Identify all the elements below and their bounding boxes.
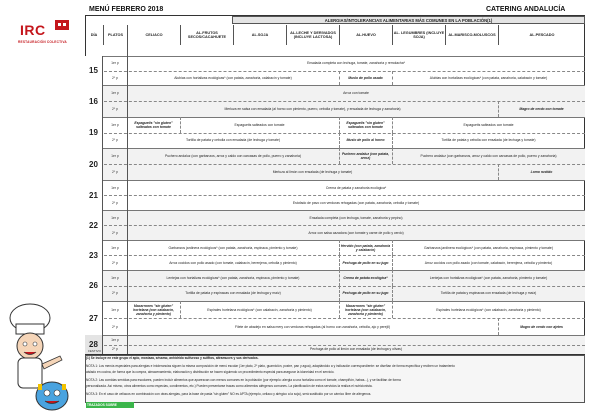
menu-dish: Espaguetis salteados con tomate	[463, 122, 514, 127]
plato-label: 1er p	[111, 337, 119, 342]
company-name: CATERING ANDALUCÍA	[486, 6, 566, 13]
note-line: NOTA 3: En el caso de celiacos en combinación con otras alergias, para la base de pasta "sin gluten" NO es APTA (ejemplo, celiaco y alérgico a la soja), será sustituido por un cárnico libre de alérgenos.	[86, 392, 372, 396]
day-number: 15	[85, 56, 103, 85]
cell-divider	[392, 71, 393, 86]
plato-label: 1er p	[111, 122, 119, 127]
menu-dish: Arroz con salsa cazadora (con tomate y carne de pollo y cerdo)	[308, 230, 404, 235]
cell-divider	[339, 286, 340, 302]
plato-label: 1er p	[111, 275, 119, 280]
menu-dish: Pechuga de pollo en su jugo	[342, 291, 389, 296]
cell-divider	[180, 301, 181, 318]
cell-divider	[392, 286, 393, 302]
plato-label: 1er p	[111, 215, 119, 220]
day-number: 26	[85, 270, 103, 301]
cell-divider	[392, 240, 393, 255]
menu-dish	[128, 335, 584, 345]
menu-dish: Puchero andaluz (con garbanzos, arroz y caldo con carcasas de pollo, puerro y zanahoria)	[164, 154, 302, 158]
note-line: (1) Se incluye en este grupo el apio, mostaza, sésamo, anhídrido sulfuroso y sulfitos, altramuces y sus derivados.	[86, 356, 259, 360]
menu-dish: Lomo rustido	[530, 170, 553, 174]
menu-dish: Garbanzos jardinera ecológicos* (con patata, zanahoria, espinaca, pimiento y tomate)	[168, 245, 298, 250]
menu-dish: Espirales hortelana ecológicos* (con calabacín, zanahoria y pimiento)	[207, 307, 312, 312]
menu-dish: Espirales hortelana ecológicos* (con calabacín, zanahoria y pimiento)	[436, 307, 541, 312]
menu-dish: Alubias con hortalizas ecológicas* (con patata, zanahoria, calabacín y tomate)	[174, 75, 292, 80]
ecological-label: TRAZADOS SOBRE ECOLÓGICOS	[86, 402, 134, 408]
cell-divider	[392, 133, 393, 149]
menu-dish: Crema de patata ecológica*	[343, 275, 388, 280]
menu-dish: Magro de cerdo con ajetes	[520, 324, 563, 329]
logo-flag-icon	[53, 16, 73, 36]
menu-dish: Magro de cerdo con tomate	[519, 107, 564, 111]
plato-label: 1er p	[111, 61, 119, 66]
menu-dish: Tortilla de patata y espinacas con ensalada (de lechuga y maíz)	[440, 291, 537, 296]
menu-dish: Espaguetis "sin gluten" salteados con tomate	[346, 120, 385, 129]
col-leche: AL.LECHE Y DERIVADOS (INCLUYE LACTOSA)	[286, 25, 339, 45]
cell-divider	[392, 255, 393, 270]
plato-label: 2º p	[112, 75, 118, 80]
cell-divider	[392, 270, 393, 286]
menu-dish: Macarrones "sin gluten" hortelana (con calabacín, zanahoria y pimiento)	[133, 303, 174, 316]
note-line: NOTA 2: Las comidas servidas para escolares, pueden incluir alimentos que aparezcan con menos comunes en la población (por ejemplo: alergia a una hortaliza como el tomate, champiñón, habas...), y se facilitan de forma	[86, 378, 401, 382]
cell-divider	[339, 133, 340, 149]
cell-divider	[392, 148, 393, 164]
cell-divider	[339, 255, 340, 270]
col-huevo: AL.HUEVO	[339, 25, 392, 45]
note-line: aislado en cocina, de forma que la compra, almacenamiento, elaboración y distribución se hacen siguiendo un procedimiento especial para asegurar la idoneidad en el servicio.	[86, 370, 335, 374]
cell-divider	[339, 270, 340, 286]
day-number: 23	[85, 240, 103, 270]
menu-dish: Espaguetis "sin gluten" salteados con tomate	[134, 120, 173, 129]
menu-dish: Lentejas con hortalizas ecológicas* (con patata, zanahoria, espinaca, pimiento y tomate)	[166, 275, 300, 280]
cell-divider	[392, 117, 393, 133]
plato-label: 2º p	[112, 138, 118, 143]
menu-dish: Pechuga de pollo en su jugo	[342, 260, 389, 265]
menu-dish: Crema de patata y zanahoria ecológica*	[325, 185, 387, 190]
menu-dish: Hervido (con patata, zanahoria y calabacín)	[340, 243, 391, 252]
menu-dish: Arroz cocidos con pollo asado (con tomate, calabacín, berenjena, cebolla y pimiento)	[424, 260, 553, 265]
plato-label: 1er p	[111, 185, 119, 190]
menu-dish: Alubias con hortalizas ecológicas* (con patata, zanahoria, calabacín y tomate)	[429, 75, 548, 80]
cell-divider	[339, 301, 340, 318]
menu-dish: Garbanzos jardinera ecológicos* (con patata, zanahoria, espinaca, pimiento y tomate)	[424, 245, 553, 250]
logo-text: IRC	[20, 22, 46, 38]
plato-label: 2º p	[112, 347, 118, 352]
day-number: 28	[85, 335, 103, 354]
col-legumbres: AL. LEGUMBRES (INCLUYE SOJA)	[392, 25, 445, 45]
cell-divider	[498, 164, 499, 180]
menu-dish: Arroz cocidos con pollo asado (con tomate, calabacín, berenjena, cebolla y pimiento)	[169, 260, 297, 265]
note-line: NOTA 1: Los menús especiales para alergias e intolerancias siguen la misma composición de menú escolar (1er plato, 2º plato, guarnición, postre, pan y agua), adaptándolo a y indicación correspondiente: se diseñan de forma específica y reciben un tratamiento	[86, 364, 455, 368]
menu-dish: Ensalada completa con lechuga, tomate, zanahoria y remolacha*	[307, 61, 405, 66]
cell-divider	[498, 101, 499, 117]
menu-dish: Filete de abadejo en salsa mery con verduras rehogadas (al horno con zanahoria, cebolla, ajo y perejil)	[235, 324, 390, 329]
plato-label: 2º p	[112, 324, 118, 329]
plato-label: 2º p	[112, 260, 118, 265]
plato-label: 2º p	[112, 170, 118, 174]
menu-dish: Tortilla de patata y espinacas con ensalada (de lechuga y maíz)	[185, 291, 281, 296]
col-marisco: AL.MARISCO-MOLUSCOS	[445, 25, 498, 45]
col-platos: PLATOS	[103, 25, 127, 45]
chef-mascot-illustration	[0, 290, 80, 417]
menu-dish: Ensalada completa (con lechuga, tomate, zanahoria y pepino)	[309, 215, 403, 220]
day-number: 16	[85, 85, 103, 117]
menu-dish: Lentejas con hortalizas ecológicas* (con patata, zanahoria, pimiento y tomate)	[429, 275, 548, 280]
menu-dish: Tortilla de patata y cebolla con ensalada (de lechuga y tomate)	[441, 138, 536, 143]
day-number: 27	[85, 301, 103, 335]
cell-divider	[339, 117, 340, 133]
menu-dish: Tortilla de patata y cebolla con ensalada (de lechuga y tomate)	[185, 138, 281, 143]
col-soja: AL.SOJA	[233, 25, 286, 45]
menu-dish: Pechuga de pollo al limón con ensalada (de lechuga y olivas)	[310, 347, 402, 352]
cell-divider	[339, 148, 340, 164]
col-dia: DÍA	[90, 32, 98, 37]
menu-dish: Muslo de pollo al horno	[346, 138, 385, 143]
cell-divider	[339, 71, 340, 86]
menu-dish: Merluza al limón con ensalada (de lechuga y tomate)	[272, 170, 353, 174]
plato-label: 1er p	[111, 245, 119, 250]
logo-subtitle: RESTAURACIÓN COLECTIVA	[18, 40, 67, 44]
menu-dish: Merluza en salsa con ensalada (al horno con pimiento, puerro, cebolla y tomate), y ensalada de lechuga y zanahoria)	[224, 107, 401, 111]
cell-divider	[392, 301, 393, 318]
col-frutos-secos: AL.FRUTOS SECOS/CACAHUETE	[180, 25, 233, 45]
platos-divider	[127, 25, 128, 354]
day-number: 22	[85, 210, 103, 240]
col-pescado: AL.PESCADO	[498, 25, 585, 45]
menu-dish: Macarrones "sin gluten" hortelana (con calabacín, zanahoria y pimiento)	[345, 303, 386, 316]
menu-dish: Puchero andaluz (con garbanzos, arroz y caldo con carcasas de pollo, puerro y zanahoria)	[420, 154, 557, 158]
plato-label: 2º p	[112, 230, 118, 235]
plato-label: 1er p	[111, 307, 119, 312]
plato-label: 2º p	[112, 107, 118, 111]
menu-dish: Estofado de pavo con verduras rehogadas (con patata, zanahoria, cebolla y tomate)	[292, 200, 420, 205]
cell-divider	[180, 117, 181, 133]
day-number: 19	[85, 117, 103, 148]
note-line: personalizada. Así mismo, otros alimentos como especias, condimentos, etc.) Pueden presentarse trazas como alimentos alérgenos comunes. La planificación de estos servicios la realiza el nutricionista.	[86, 384, 373, 388]
day-number: 21	[85, 180, 103, 210]
day-number: 20	[85, 148, 103, 180]
allergens-banner: ALERGIAS/INTOLERANCIAS ALIMENTARIAS MÁS COMUNES EN LA POBLACIÓN(1)	[232, 16, 585, 24]
plato-label: 2º p	[112, 291, 118, 296]
menu-dish: Arroz con tomate	[343, 91, 369, 95]
cell-divider	[339, 240, 340, 255]
col-celiaco: CELIACO	[127, 25, 180, 45]
menu-dish: Muslo de pollo asado	[348, 75, 383, 80]
menu-dish: Espaguetis salteados con tomate	[234, 122, 285, 127]
plato-label: 1er p	[111, 154, 119, 158]
menu-title: MENÚ FEBRERO 2018	[89, 6, 164, 13]
cell-divider	[498, 318, 499, 335]
holiday-label: FESTIVO	[88, 349, 101, 353]
plato-label: 2º p	[112, 200, 118, 205]
menu-dish: Puchero andaluz (con patata, arroz)	[341, 152, 390, 160]
plato-label: 1er p	[111, 91, 119, 95]
